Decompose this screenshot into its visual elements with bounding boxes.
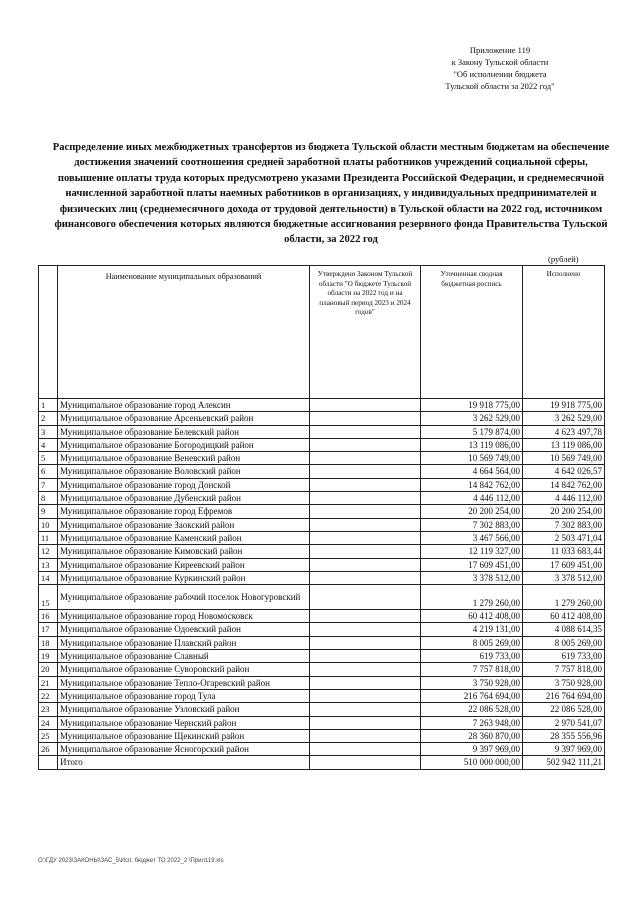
- table-row: [39, 689, 605, 702]
- row-number: 3: [39, 425, 58, 438]
- row-number: 17: [39, 623, 58, 636]
- row-done: 13 119 086,00: [523, 438, 605, 451]
- total-done: 502 942 111,21: [523, 756, 605, 769]
- row-refined: 8 005 269,00: [421, 636, 523, 649]
- row-refined: 3 467 566,00: [421, 531, 523, 544]
- row-done: 4 088 614,35: [523, 623, 605, 636]
- row-approved: [310, 452, 421, 465]
- table-row: [39, 545, 605, 558]
- row-name: Муниципальное образование Щекинский район: [58, 729, 310, 742]
- row-refined: 9 397 969,00: [421, 743, 523, 756]
- table-row: [39, 729, 605, 742]
- row-approved: [310, 571, 421, 584]
- row-name: Муниципальное образование Славный: [58, 650, 310, 663]
- row-done: 10 569 749,00: [523, 452, 605, 465]
- appendix-line-2: к Закону Тульской области: [451, 57, 549, 67]
- row-number: 6: [39, 465, 58, 478]
- row-refined: 4 446 112,00: [421, 492, 523, 505]
- appendix-block: [400, 44, 600, 92]
- row-refined: 14 842 762,00: [421, 478, 523, 491]
- row-name: Муниципальное образование Тепло-Огаревский район: [58, 676, 310, 689]
- row-number: 14: [39, 571, 58, 584]
- table-row: [39, 716, 605, 729]
- header-approved: Утверждено Законом Тульской области "О бюджете Тульской области на 2022 год и на плановый период 2023 и 2024 годов": [310, 266, 421, 399]
- total-approved: [310, 756, 421, 769]
- row-name: Муниципальное образование Куркинский район: [58, 571, 310, 584]
- row-name: Муниципальное образование Чернский район: [58, 716, 310, 729]
- document-title: Распределение иных межбюджетных трансфертов из бюджета Тульской области местным бюджетам на обеспечение достижения значений соотношения средней заработной платы работников учреждений социальной сферы, повышение оплаты труда которых предусмотрено указами Президента Российской Федерации, и среднемесячной начисленной заработной платы наемных работников в организациях, у индивидуальных предпринимателей и физических лиц (среднемесячного дохода от трудовой деятельности) в Тульской области на 2022 год, источником финансового обеспечения которых являются бюджетные ассигнования резервного фонда Правительства Тульской области, за 2022 год: [52, 142, 610, 246]
- row-refined: 10 569 749,00: [421, 452, 523, 465]
- row-refined: 216 764 694,00: [421, 689, 523, 702]
- row-done: 619 733,00: [523, 650, 605, 663]
- row-done: 19 918 775,00: [523, 399, 605, 412]
- row-name: Муниципальное образование рабочий поселок Новогуровский: [58, 585, 310, 610]
- row-number: 26: [39, 743, 58, 756]
- row-done: 216 764 694,00: [523, 689, 605, 702]
- row-approved: [310, 438, 421, 451]
- row-number: 15: [39, 585, 58, 610]
- row-number: 16: [39, 610, 58, 623]
- row-approved: [310, 531, 421, 544]
- row-refined: 28 360 870,00: [421, 729, 523, 742]
- row-approved: [310, 729, 421, 742]
- table-row: [39, 412, 605, 425]
- total-refined: 510 000 000,00: [421, 756, 523, 769]
- row-number: 7: [39, 478, 58, 491]
- header-refined: Уточненная сводная бюджетная роспись: [421, 266, 523, 399]
- table-row: [39, 650, 605, 663]
- row-refined: 5 179 874,00: [421, 425, 523, 438]
- appendix-line-4: Тульской области за 2022 год": [445, 81, 555, 91]
- row-name: Муниципальное образование Каменский район: [58, 531, 310, 544]
- table-row: [39, 478, 605, 491]
- row-approved: [310, 610, 421, 623]
- table-header-row: [39, 266, 605, 399]
- row-name: Муниципальное образование Веневский район: [58, 452, 310, 465]
- units-label: (рублей): [548, 254, 579, 264]
- row-done: 20 200 254,00: [523, 505, 605, 518]
- row-approved: [310, 465, 421, 478]
- row-refined: 19 918 775,00: [421, 399, 523, 412]
- row-refined: 12 119 327,00: [421, 545, 523, 558]
- total-number: [39, 756, 58, 769]
- row-approved: [310, 425, 421, 438]
- table-row: [39, 425, 605, 438]
- row-name: Муниципальное образование Суворовский район: [58, 663, 310, 676]
- total-row: [39, 756, 605, 769]
- row-approved: [310, 650, 421, 663]
- row-number: 19: [39, 650, 58, 663]
- row-number: 5: [39, 452, 58, 465]
- table-row: [39, 465, 605, 478]
- table-row: [39, 505, 605, 518]
- table-row: [39, 743, 605, 756]
- row-number: 22: [39, 689, 58, 702]
- header-name: Наименование муниципальных образований: [58, 266, 310, 399]
- row-number: 10: [39, 518, 58, 531]
- row-done: 3 378 512,00: [523, 571, 605, 584]
- row-done: 60 412 408,00: [523, 610, 605, 623]
- row-refined: 3 750 928,00: [421, 676, 523, 689]
- row-approved: [310, 743, 421, 756]
- row-done: 4 446 112,00: [523, 492, 605, 505]
- row-name: Муниципальное образование Богородицкий район: [58, 438, 310, 451]
- row-number: 4: [39, 438, 58, 451]
- row-name: Муниципальное образование город Алексин: [58, 399, 310, 412]
- row-approved: [310, 545, 421, 558]
- row-name: Муниципальное образование город Ефремов: [58, 505, 310, 518]
- table-row: [39, 399, 605, 412]
- row-approved: [310, 585, 421, 610]
- table-row: [39, 531, 605, 544]
- row-done: 22 086 528,00: [523, 703, 605, 716]
- row-name: Муниципальное образование Одоевский район: [58, 623, 310, 636]
- appendix-line-1: Приложение 119: [469, 45, 531, 55]
- row-done: 1 279 260,00: [523, 585, 605, 610]
- row-done: 4 623 497,78: [523, 425, 605, 438]
- row-number: 21: [39, 676, 58, 689]
- table-row: [39, 703, 605, 716]
- row-refined: 17 609 451,00: [421, 558, 523, 571]
- row-name: Муниципальное образование Воловский район: [58, 465, 310, 478]
- row-name: Муниципальное образование город Тула: [58, 689, 310, 702]
- row-done: 7 757 818,00: [523, 663, 605, 676]
- table-row: [39, 558, 605, 571]
- row-refined: 3 378 512,00: [421, 571, 523, 584]
- total-label: Итого: [58, 756, 310, 769]
- row-number: 25: [39, 729, 58, 742]
- row-done: 8 005 269,00: [523, 636, 605, 649]
- row-name: Муниципальное образование Заокский район: [58, 518, 310, 531]
- row-refined: 3 262 529,00: [421, 412, 523, 425]
- row-name: Муниципальное образование город Новомосковск: [58, 610, 310, 623]
- row-refined: 7 757 818,00: [421, 663, 523, 676]
- row-approved: [310, 676, 421, 689]
- row-done: 7 302 883,00: [523, 518, 605, 531]
- appendix-line-3: "Об исполнении бюджета: [453, 69, 547, 79]
- row-done: 3 750 928,00: [523, 676, 605, 689]
- row-number: 13: [39, 558, 58, 571]
- row-number: 18: [39, 636, 58, 649]
- row-approved: [310, 399, 421, 412]
- row-approved: [310, 663, 421, 676]
- row-done: 3 262 529,00: [523, 412, 605, 425]
- row-done: 28 355 556,96: [523, 729, 605, 742]
- table-row: [39, 676, 605, 689]
- row-approved: [310, 716, 421, 729]
- row-refined: 1 279 260,00: [421, 585, 523, 610]
- row-refined: 4 219 131,00: [421, 623, 523, 636]
- table-row: [39, 518, 605, 531]
- row-name: Муниципальное образование город Донской: [58, 478, 310, 491]
- table-row: [39, 571, 605, 584]
- header-number: [39, 266, 58, 399]
- row-done: 4 642 026,57: [523, 465, 605, 478]
- row-done: 9 397 969,00: [523, 743, 605, 756]
- row-approved: [310, 412, 421, 425]
- row-refined: 7 263 948,00: [421, 716, 523, 729]
- row-approved: [310, 492, 421, 505]
- row-refined: 4 664 564,00: [421, 465, 523, 478]
- row-name: Муниципальное образование Кимовский район: [58, 545, 310, 558]
- table-row: [39, 492, 605, 505]
- row-name: Муниципальное образование Дубенский район: [58, 492, 310, 505]
- row-approved: [310, 703, 421, 716]
- distribution-table: [38, 265, 605, 770]
- row-done: 14 842 762,00: [523, 478, 605, 491]
- table-body: [39, 399, 605, 756]
- table-row: [39, 623, 605, 636]
- file-path-footer: O:\ГДУ 2023\ЗАКОНЫ\ЗАС_5\Исп. бюджет ТО 2022_2 \Прил119.xls: [38, 858, 224, 864]
- row-name: Муниципальное образование Арсеньевский район: [58, 412, 310, 425]
- row-approved: [310, 478, 421, 491]
- row-done: 17 609 451,00: [523, 558, 605, 571]
- row-done: 11 033 683,44: [523, 545, 605, 558]
- row-name: Муниципальное образование Плавский район: [58, 636, 310, 649]
- row-refined: 20 200 254,00: [421, 505, 523, 518]
- row-name: Муниципальное образование Белевский район: [58, 425, 310, 438]
- table-row: [39, 452, 605, 465]
- row-number: 24: [39, 716, 58, 729]
- row-number: 11: [39, 531, 58, 544]
- table-row: [39, 585, 605, 610]
- row-number: 20: [39, 663, 58, 676]
- row-done: 2 503 471,04: [523, 531, 605, 544]
- row-name: Муниципальное образование Узловский район: [58, 703, 310, 716]
- row-refined: 60 412 408,00: [421, 610, 523, 623]
- row-approved: [310, 636, 421, 649]
- row-number: 9: [39, 505, 58, 518]
- row-refined: 619 733,00: [421, 650, 523, 663]
- row-name: Муниципальное образование Ясногорский район: [58, 743, 310, 756]
- row-number: 2: [39, 412, 58, 425]
- row-refined: 7 302 883,00: [421, 518, 523, 531]
- row-name: Муниципальное образование Киреевский район: [58, 558, 310, 571]
- row-approved: [310, 505, 421, 518]
- table-row: [39, 663, 605, 676]
- row-done: 2 970 541,07: [523, 716, 605, 729]
- row-approved: [310, 689, 421, 702]
- row-approved: [310, 623, 421, 636]
- row-number: 23: [39, 703, 58, 716]
- table-row: [39, 636, 605, 649]
- table-row: [39, 438, 605, 451]
- table-row: [39, 610, 605, 623]
- row-number: 12: [39, 545, 58, 558]
- row-number: 8: [39, 492, 58, 505]
- row-approved: [310, 518, 421, 531]
- row-refined: 22 086 528,00: [421, 703, 523, 716]
- row-approved: [310, 558, 421, 571]
- row-number: 1: [39, 399, 58, 412]
- row-refined: 13 119 086,00: [421, 438, 523, 451]
- header-done: Исполнено: [523, 266, 605, 399]
